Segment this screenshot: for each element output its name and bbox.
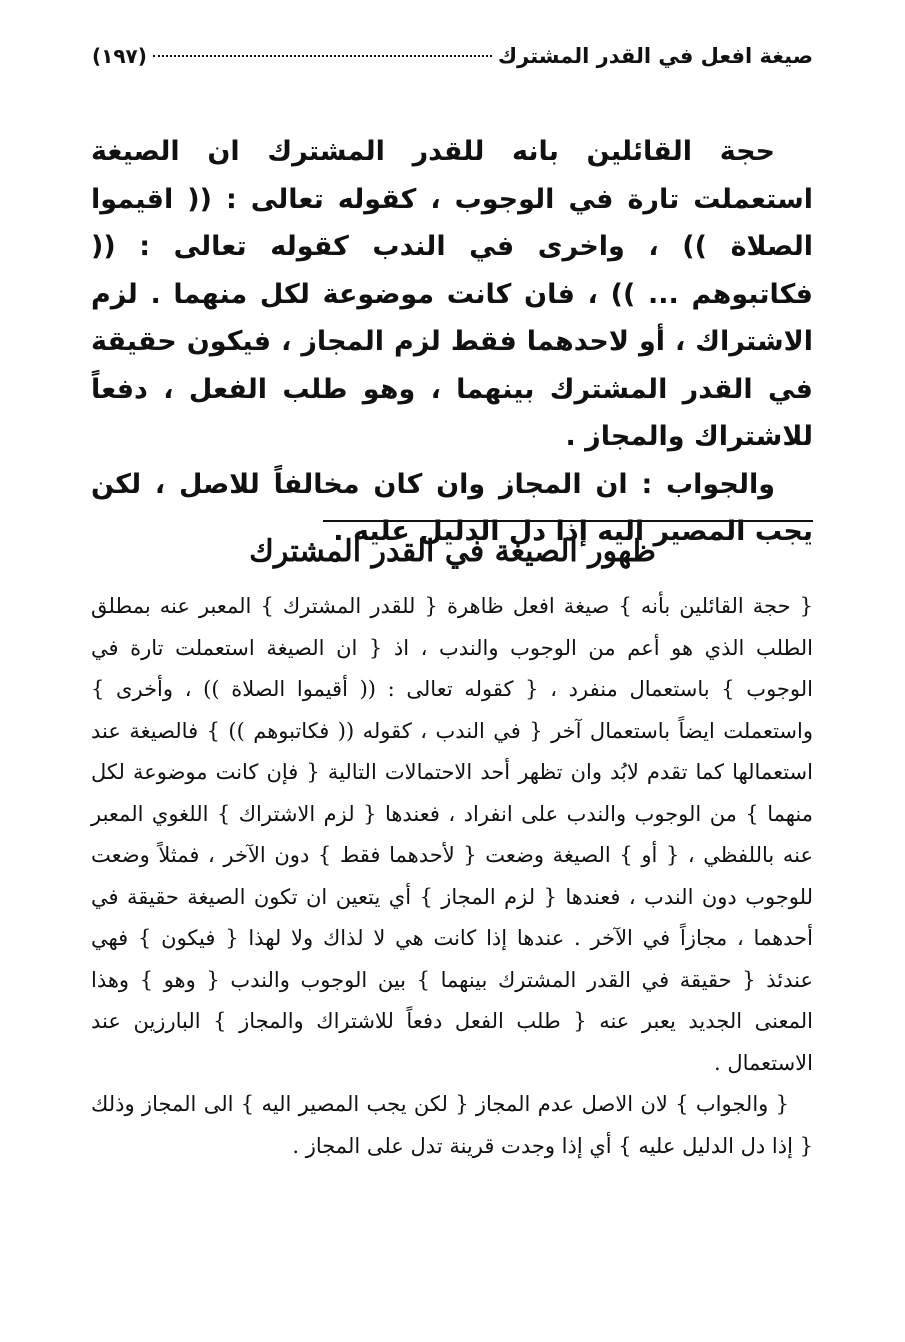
section-divider (323, 520, 813, 522)
sharh-paragraph: { والجواب } لان الاصل عدم المجاز { لكن يجب المصير اليه } الى المجاز وذلك { إذا دل الدليل عليه } أي إذا وجدت قرينة تدل على المجاز . (91, 1092, 813, 1158)
running-header (92, 44, 813, 84)
header-leader-dots (153, 55, 492, 57)
header-title: صيغة افعل في القدر المشترك (497, 44, 813, 68)
sharh-paragraph: { حجة القائلين بأنه } صيغة افعل ظاهرة { للقدر المشترك } المعبر عنه بمطلق الطلب الذي هو أعم من الوجوب والندب ، اذ { ان الصيغة استعملت تارة في الوجوب } باستعمال منفرد ، { كقوله تعالى : (( أقيموا الصلاة )) ، وأخرى } واستعملت ايضاً باستعمال آخر { في الندب ، كقوله (( فكاتبوهم )) } فالصيغة عند استعمالها كما تقدم لابُد وان تظهر أحد الاحتمالات التالية { فإن كانت موضوعة لكل منهما } من الوجوب والندب على انفراد ، فعندها { لزم الاشتراك } اللغوي المعبر عنه باللفظي ، { أو } الصيغة وضعت { لأحدهما فقط } دون الآخر ، فمثلاً وضعت للوجوب دون الندب ، فعندها { لزم المجاز } أي يتعين ان تكون الصيغة حقيقة في أحدهما ، مجازاً في الآخر . عندها إذا كانت هي لا لذاك ولا لهذا { فيكون } فهي عندئذ { حقيقة في القدر المشترك بينهما } بين الوجوب والندب { وهو } وهذا المعنى الجديد يعبر عنه { طلب الفعل دفعاً للاشتراك والمجاز } البارزين عند الاستعمال . (91, 594, 813, 1075)
matn-paragraph: والجواب : ان المجاز وان كان مخالفاً للاصل ، لكن يجب المصير اليه إذا دل الدليل عليه . (91, 468, 813, 547)
page-number: (١٩٧) (92, 44, 147, 68)
matn-text (91, 128, 813, 556)
section-heading: ظهور الصيغة في القدر المشترك (249, 534, 656, 569)
sharh-text (91, 586, 813, 1167)
matn-paragraph: حجة القائلين بانه للقدر المشترك ان الصيغة استعملت تارة في الوجوب ، كقوله تعالى : (( اقيموا الصلاة )) ، واخرى في الندب كقوله تعالى : (( فكاتبوهم ... )) ، فان كانت موضوعة لكل منهما . لزم الاشتراك ، أو لاحدهما فقط لزم المجاز ، فيكون حقيقة في القدر المشترك بينهما ، وهو طلب الفعل ، دفعاً للاشتراك والمجاز . (91, 136, 813, 452)
